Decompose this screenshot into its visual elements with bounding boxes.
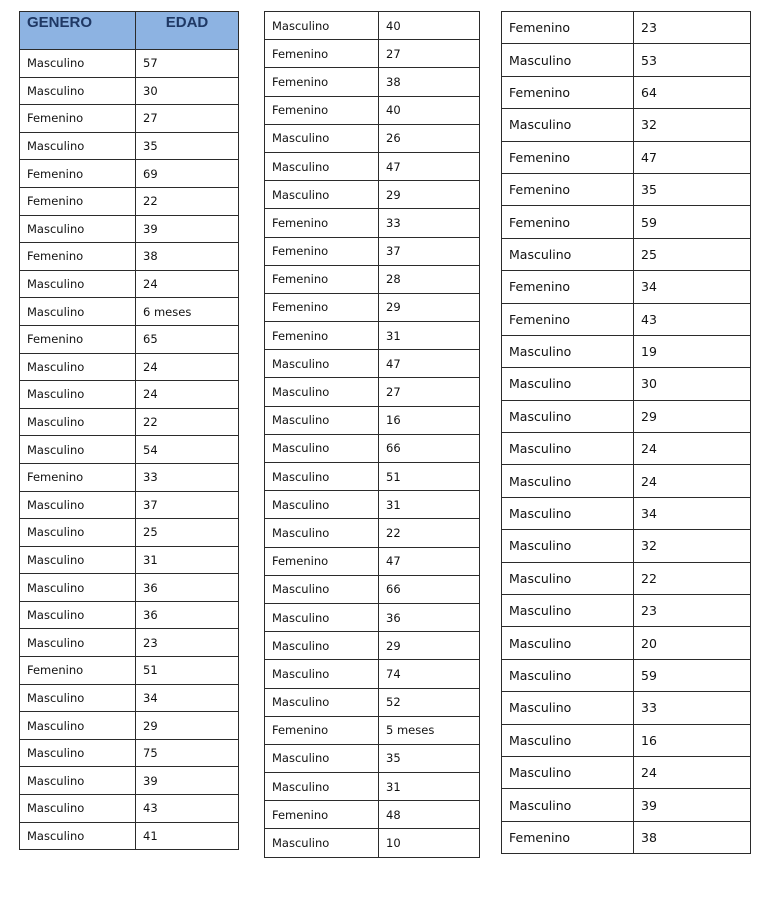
edad-cell: 57 — [136, 50, 239, 78]
edad-cell: 16 — [379, 406, 480, 434]
genero-cell: Masculino — [502, 335, 634, 367]
table-row — [20, 657, 239, 685]
table-row — [502, 595, 751, 627]
genero-cell: Masculino — [265, 124, 379, 152]
table-row — [20, 463, 239, 491]
edad-cell: 33 — [634, 692, 751, 724]
edad-cell: 41 — [136, 822, 239, 850]
edad-cell: 39 — [136, 215, 239, 243]
edad-cell: 35 — [634, 173, 751, 205]
genero-cell: Masculino — [265, 829, 379, 857]
edad-cell: 26 — [379, 124, 480, 152]
edad-cell: 39 — [634, 789, 751, 821]
table-body — [265, 12, 480, 858]
table-row — [265, 801, 480, 829]
genero-cell: Masculino — [20, 215, 136, 243]
table-row — [20, 105, 239, 133]
table-row — [20, 215, 239, 243]
edad-cell: 22 — [634, 562, 751, 594]
edad-cell: 27 — [379, 40, 480, 68]
genero-cell: Masculino — [502, 238, 634, 270]
edad-cell: 29 — [634, 400, 751, 432]
edad-cell: 59 — [634, 659, 751, 691]
table-row — [502, 141, 751, 173]
edad-cell: 34 — [136, 684, 239, 712]
edad-cell: 32 — [634, 109, 751, 141]
edad-cell: 24 — [634, 465, 751, 497]
genero-cell: Masculino — [265, 181, 379, 209]
genero-cell: Masculino — [265, 378, 379, 406]
table-row — [20, 684, 239, 712]
genero-cell: Femenino — [502, 206, 634, 238]
genero-cell: Masculino — [20, 767, 136, 795]
edad-cell: 22 — [136, 408, 239, 436]
table-row — [265, 293, 480, 321]
edad-cell: 23 — [634, 595, 751, 627]
edad-cell: 29 — [136, 712, 239, 740]
table-row — [265, 237, 480, 265]
table-row — [265, 12, 480, 40]
edad-cell: 30 — [634, 368, 751, 400]
genero-cell: Femenino — [502, 271, 634, 303]
table-row — [265, 603, 480, 631]
edad-cell: 36 — [136, 574, 239, 602]
table-row — [20, 767, 239, 795]
edad-cell: 43 — [634, 303, 751, 335]
edad-cell: 34 — [634, 497, 751, 529]
table-row — [502, 659, 751, 691]
table-row — [265, 96, 480, 124]
edad-cell: 64 — [634, 76, 751, 108]
edad-cell: 37 — [136, 491, 239, 519]
table-row — [20, 712, 239, 740]
table-row — [20, 795, 239, 823]
table-row — [265, 547, 480, 575]
edad-cell: 37 — [379, 237, 480, 265]
table-row — [20, 132, 239, 160]
edad-cell: 29 — [379, 632, 480, 660]
table-row — [502, 303, 751, 335]
table-row — [20, 381, 239, 409]
table-row — [502, 433, 751, 465]
genero-cell: Masculino — [502, 44, 634, 76]
edad-cell: 39 — [136, 767, 239, 795]
genero-cell: Masculino — [502, 789, 634, 821]
table-row — [20, 629, 239, 657]
genero-cell: Masculino — [265, 491, 379, 519]
table-row — [20, 50, 239, 78]
edad-cell: 47 — [379, 350, 480, 378]
table-row — [265, 463, 480, 491]
table-row — [20, 574, 239, 602]
table-row — [265, 773, 480, 801]
table-row — [265, 688, 480, 716]
edad-cell: 40 — [379, 12, 480, 40]
genero-cell: Femenino — [502, 303, 634, 335]
table-row — [502, 173, 751, 205]
table-row — [502, 44, 751, 76]
table-row — [265, 68, 480, 96]
table-body — [20, 50, 239, 850]
table-row — [265, 406, 480, 434]
table-row — [502, 109, 751, 141]
genero-cell: Femenino — [265, 237, 379, 265]
genero-cell: Femenino — [20, 657, 136, 685]
edad-cell: 23 — [634, 12, 751, 44]
table-row — [502, 368, 751, 400]
table-row — [502, 206, 751, 238]
edad-cell: 31 — [379, 491, 480, 519]
genero-cell: Masculino — [502, 497, 634, 529]
data-table-1 — [19, 11, 239, 850]
genero-cell: Masculino — [502, 562, 634, 594]
edad-cell: 28 — [379, 265, 480, 293]
genero-cell: Masculino — [265, 434, 379, 462]
edad-cell: 27 — [379, 378, 480, 406]
table-row — [502, 821, 751, 853]
genero-cell: Masculino — [265, 773, 379, 801]
edad-cell: 40 — [379, 96, 480, 124]
edad-cell: 24 — [136, 353, 239, 381]
edad-cell: 35 — [379, 744, 480, 772]
edad-cell: 48 — [379, 801, 480, 829]
edad-cell: 59 — [634, 206, 751, 238]
table-row — [265, 632, 480, 660]
edad-cell: 52 — [379, 688, 480, 716]
genero-cell: Masculino — [502, 400, 634, 432]
table-row — [20, 739, 239, 767]
genero-cell: Masculino — [502, 595, 634, 627]
table-row — [265, 322, 480, 350]
table-row — [20, 243, 239, 271]
genero-cell: Femenino — [265, 209, 379, 237]
data-table-2 — [264, 11, 480, 858]
genero-cell: Femenino — [265, 68, 379, 96]
genero-cell: Masculino — [502, 627, 634, 659]
genero-cell: Masculino — [20, 712, 136, 740]
edad-cell: 31 — [379, 322, 480, 350]
genero-cell: Masculino — [502, 433, 634, 465]
edad-cell: 22 — [379, 519, 480, 547]
genero-cell: Masculino — [20, 77, 136, 105]
genero-cell: Femenino — [20, 243, 136, 271]
genero-cell: Masculino — [20, 132, 136, 160]
genero-cell: Masculino — [20, 270, 136, 298]
genero-cell: Femenino — [502, 12, 634, 44]
edad-cell: 16 — [634, 724, 751, 756]
table-row — [265, 124, 480, 152]
table-row — [502, 530, 751, 562]
edad-cell: 24 — [136, 381, 239, 409]
table-row — [502, 238, 751, 270]
table-row — [502, 789, 751, 821]
table-row — [265, 209, 480, 237]
genero-cell: Masculino — [20, 491, 136, 519]
edad-cell: 51 — [379, 463, 480, 491]
edad-cell: 65 — [136, 325, 239, 353]
genero-cell: Masculino — [20, 684, 136, 712]
table-row — [20, 187, 239, 215]
edad-cell: 29 — [379, 293, 480, 321]
genero-cell: Masculino — [502, 724, 634, 756]
table-row — [20, 77, 239, 105]
genero-cell: Masculino — [20, 629, 136, 657]
genero-cell: Masculino — [20, 50, 136, 78]
header-edad: EDAD — [136, 12, 239, 50]
table-row — [265, 575, 480, 603]
table-row — [20, 160, 239, 188]
table-row — [20, 270, 239, 298]
genero-cell: Masculino — [265, 519, 379, 547]
genero-cell: Masculino — [502, 109, 634, 141]
genero-cell: Femenino — [265, 293, 379, 321]
edad-cell: 23 — [136, 629, 239, 657]
genero-cell: Masculino — [265, 12, 379, 40]
genero-cell: Masculino — [265, 406, 379, 434]
table-row — [20, 546, 239, 574]
genero-cell: Masculino — [265, 744, 379, 772]
genero-cell: Femenino — [20, 463, 136, 491]
table-row — [20, 298, 239, 326]
edad-cell: 35 — [136, 132, 239, 160]
genero-cell: Femenino — [502, 141, 634, 173]
genero-cell: Femenino — [20, 160, 136, 188]
genero-cell: Masculino — [20, 739, 136, 767]
table-row — [502, 627, 751, 659]
genero-cell: Femenino — [265, 96, 379, 124]
table-row — [265, 378, 480, 406]
table-row — [265, 265, 480, 293]
table-row — [265, 829, 480, 857]
table-row — [20, 408, 239, 436]
genero-cell: Masculino — [20, 519, 136, 547]
table-row — [502, 271, 751, 303]
edad-cell: 38 — [136, 243, 239, 271]
edad-cell: 33 — [379, 209, 480, 237]
edad-cell: 51 — [136, 657, 239, 685]
edad-cell: 32 — [634, 530, 751, 562]
edad-cell: 36 — [379, 603, 480, 631]
genero-cell: Femenino — [265, 322, 379, 350]
genero-cell: Masculino — [265, 463, 379, 491]
edad-cell: 29 — [379, 181, 480, 209]
edad-cell: 36 — [136, 601, 239, 629]
genero-cell: Masculino — [502, 465, 634, 497]
genero-cell: Masculino — [20, 408, 136, 436]
genero-cell: Masculino — [265, 152, 379, 180]
edad-cell: 27 — [136, 105, 239, 133]
table-row — [502, 76, 751, 108]
edad-cell: 33 — [136, 463, 239, 491]
genero-cell: Masculino — [502, 756, 634, 788]
edad-cell: 47 — [379, 547, 480, 575]
table-row — [502, 724, 751, 756]
genero-cell: Masculino — [20, 381, 136, 409]
genero-cell: Masculino — [20, 546, 136, 574]
table-row — [265, 152, 480, 180]
table-row — [20, 822, 239, 850]
edad-cell: 19 — [634, 335, 751, 367]
table-row — [502, 12, 751, 44]
genero-cell: Femenino — [502, 821, 634, 853]
genero-cell: Masculino — [502, 530, 634, 562]
table-row — [502, 400, 751, 432]
edad-cell: 30 — [136, 77, 239, 105]
genero-cell: Femenino — [265, 547, 379, 575]
genero-cell: Masculino — [265, 603, 379, 631]
header-genero: GENERO — [20, 12, 136, 50]
genero-cell: Masculino — [265, 350, 379, 378]
table-row — [265, 181, 480, 209]
edad-cell: 31 — [136, 546, 239, 574]
table-row — [265, 660, 480, 688]
genero-cell: Femenino — [502, 76, 634, 108]
genero-cell: Femenino — [20, 187, 136, 215]
genero-cell: Masculino — [20, 822, 136, 850]
edad-cell: 6 meses — [136, 298, 239, 326]
table-row — [20, 491, 239, 519]
edad-cell: 66 — [379, 575, 480, 603]
header-row — [20, 12, 239, 50]
edad-cell: 25 — [634, 238, 751, 270]
table-row — [265, 744, 480, 772]
genero-cell: Masculino — [20, 795, 136, 823]
edad-cell: 20 — [634, 627, 751, 659]
genero-cell: Masculino — [20, 436, 136, 464]
table-row — [20, 519, 239, 547]
edad-cell: 47 — [634, 141, 751, 173]
table-row — [20, 325, 239, 353]
table-row — [502, 497, 751, 529]
genero-cell: Masculino — [502, 692, 634, 724]
edad-cell: 10 — [379, 829, 480, 857]
table-row — [265, 519, 480, 547]
genero-cell: Masculino — [20, 353, 136, 381]
edad-cell: 24 — [136, 270, 239, 298]
edad-cell: 43 — [136, 795, 239, 823]
table-body — [502, 12, 751, 854]
table-row — [265, 434, 480, 462]
edad-cell: 53 — [634, 44, 751, 76]
table-row — [502, 335, 751, 367]
genero-cell: Masculino — [265, 660, 379, 688]
genero-cell: Femenino — [20, 325, 136, 353]
table-row — [502, 756, 751, 788]
edad-cell: 5 meses — [379, 716, 480, 744]
edad-cell: 38 — [379, 68, 480, 96]
table-row — [265, 350, 480, 378]
genero-cell: Masculino — [20, 601, 136, 629]
edad-cell: 24 — [634, 756, 751, 788]
genero-cell: Masculino — [502, 368, 634, 400]
table-row — [265, 716, 480, 744]
table-row — [265, 491, 480, 519]
edad-cell: 66 — [379, 434, 480, 462]
edad-cell: 34 — [634, 271, 751, 303]
edad-cell: 38 — [634, 821, 751, 853]
table-row — [265, 40, 480, 68]
genero-cell: Femenino — [502, 173, 634, 205]
edad-cell: 54 — [136, 436, 239, 464]
genero-cell: Femenino — [265, 40, 379, 68]
edad-cell: 75 — [136, 739, 239, 767]
genero-cell: Masculino — [265, 688, 379, 716]
edad-cell: 31 — [379, 773, 480, 801]
edad-cell: 22 — [136, 187, 239, 215]
genero-cell: Masculino — [502, 659, 634, 691]
genero-cell: Masculino — [265, 575, 379, 603]
table-row — [502, 692, 751, 724]
genero-cell: Femenino — [265, 801, 379, 829]
edad-cell: 69 — [136, 160, 239, 188]
edad-cell: 47 — [379, 152, 480, 180]
table-row — [502, 562, 751, 594]
genero-cell: Masculino — [20, 298, 136, 326]
genero-cell: Masculino — [20, 574, 136, 602]
genero-cell: Femenino — [20, 105, 136, 133]
edad-cell: 24 — [634, 433, 751, 465]
table-row — [20, 601, 239, 629]
table-row — [20, 436, 239, 464]
edad-cell: 74 — [379, 660, 480, 688]
table-row — [20, 353, 239, 381]
genero-cell: Femenino — [265, 716, 379, 744]
table-row — [502, 465, 751, 497]
genero-cell: Masculino — [265, 632, 379, 660]
genero-cell: Femenino — [265, 265, 379, 293]
data-table-3 — [501, 11, 751, 854]
edad-cell: 25 — [136, 519, 239, 547]
